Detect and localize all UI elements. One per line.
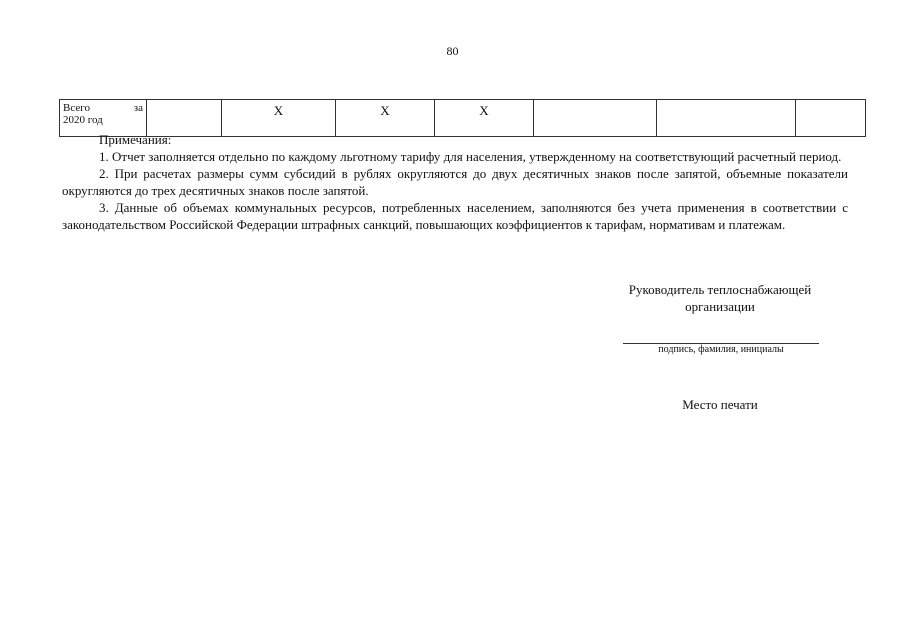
- row-label-year: 2020 год: [63, 114, 103, 126]
- note-item: 2. При расчетах размеры сумм субсидий в рублях округляются до двух десятичных знаков после запятой, объемные показатели округляются до трех десятичных знаков после запятой.: [62, 166, 848, 198]
- signature-title-line2: организации: [685, 299, 755, 314]
- signature-block: [600, 281, 840, 315]
- page-number: 80: [446, 44, 459, 58]
- signature-title-line1: Руководитель теплоснабжающей: [628, 282, 812, 297]
- row-label-total: Всего: [63, 102, 90, 114]
- row-label-for: за: [133, 102, 143, 114]
- table-cell: Х: [222, 100, 336, 137]
- table-cell: Х: [336, 100, 435, 137]
- signature-caption: подпись, фамилия, инициалы: [658, 344, 784, 355]
- notes-title: Примечания:: [99, 132, 172, 147]
- table-cell: Х: [435, 100, 534, 137]
- stamp-place-label: Место печати: [682, 397, 758, 412]
- note-item: 1. Отчет заполняется отдельно по каждому льготному тарифу для населения, утвержденному на соответствующий расчетный период.: [99, 149, 842, 164]
- notes-section: [62, 131, 848, 233]
- note-item: 3. Данные об объемах коммунальных ресурсов, потребленных населением, заполняются без учета применения в соответствии с законодательством Российской Федерации штрафных санкций, повышающих коэффициентов к тарифам, нормативам и платежам.: [62, 200, 848, 232]
